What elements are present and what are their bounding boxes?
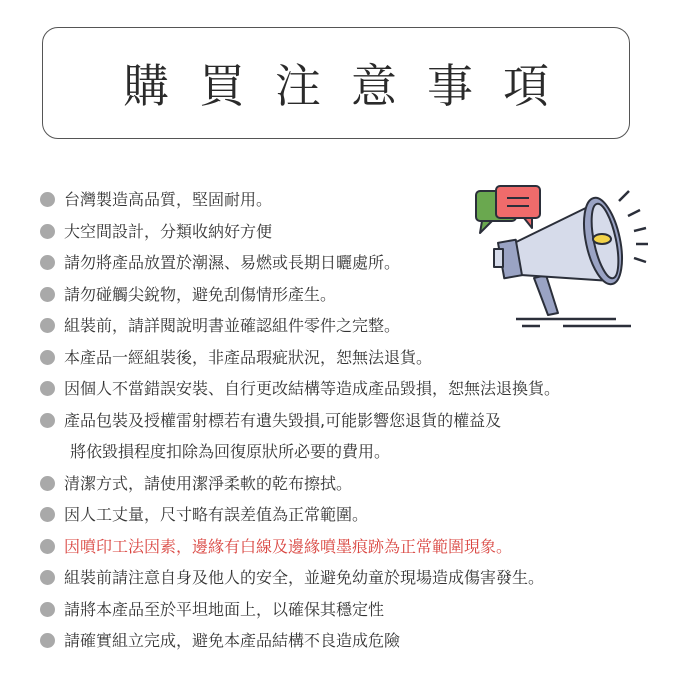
bullet-icon bbox=[40, 507, 55, 522]
note-item bbox=[36, 218, 676, 250]
bullet-icon bbox=[40, 413, 55, 428]
note-text: 因噴印工法因素，邊緣有白線及邊緣噴墨痕跡為正常範圍現象。 bbox=[64, 536, 513, 556]
note-item bbox=[36, 249, 676, 281]
note-text: 大空間設計，分類收納好方便 bbox=[64, 221, 273, 241]
bullet-icon bbox=[40, 539, 55, 554]
note-item bbox=[36, 186, 676, 218]
bullet-icon bbox=[40, 633, 55, 648]
note-text: 將依毀損程度扣除為回復原狀所必要的費用。 bbox=[70, 442, 391, 461]
note-item bbox=[36, 596, 676, 628]
note-text: 組裝前，請詳閱說明書並確認組件零件之完整。 bbox=[64, 316, 401, 335]
note-text: 清潔方式，請使用潔淨柔軟的乾布擦拭。 bbox=[64, 473, 353, 493]
bullet-icon bbox=[40, 255, 55, 270]
note-text: 請將本產品至於平坦地面上，以確保其穩定性 bbox=[64, 599, 385, 619]
bullet-icon bbox=[40, 350, 55, 365]
bullet-icon bbox=[40, 570, 55, 585]
title-box bbox=[42, 27, 630, 139]
note-text: 請勿碰觸尖銳物，避免刮傷情形產生。 bbox=[64, 284, 337, 304]
bullet-icon bbox=[40, 318, 55, 333]
page-title: 購買注意事項 bbox=[123, 59, 579, 113]
bullet-icon bbox=[40, 224, 55, 239]
note-item bbox=[36, 564, 676, 596]
bullet-icon bbox=[40, 381, 55, 396]
purchase-notes-list bbox=[36, 186, 676, 659]
note-item-continuation bbox=[36, 438, 676, 470]
note-item bbox=[36, 501, 676, 533]
note-text: 本產品一經組裝後，非產品瑕疵狀況，恕無法退貨。 bbox=[64, 347, 433, 367]
bullet-icon bbox=[40, 287, 55, 302]
note-item bbox=[36, 533, 676, 565]
note-text: 台灣製造高品質，堅固耐用。 bbox=[64, 190, 273, 209]
note-item bbox=[36, 281, 676, 313]
note-item bbox=[36, 375, 676, 407]
note-text: 因個人不當錯誤安裝、自行更改結構等造成產品毀損，恕無法退換貨。 bbox=[64, 379, 561, 398]
note-text: 組裝前請注意自身及他人的安全，並避免幼童於現場造成傷害發生。 bbox=[64, 568, 545, 587]
note-item bbox=[36, 627, 676, 659]
note-item bbox=[36, 470, 676, 502]
note-text: 產品包裝及授權雷射標若有遺失毀損,可能影響您退貨的權益及 bbox=[64, 410, 502, 430]
bullet-icon bbox=[40, 192, 55, 207]
note-text: 因人工丈量，尺寸略有誤差值為正常範圍。 bbox=[64, 505, 369, 524]
note-text: 請勿將產品放置於潮濕、易燃或長期日曬處所。 bbox=[64, 253, 401, 272]
bullet-icon bbox=[40, 602, 55, 617]
note-item bbox=[36, 312, 676, 344]
note-item bbox=[36, 344, 676, 376]
bullet-icon bbox=[40, 476, 55, 491]
note-item bbox=[36, 407, 676, 439]
note-text: 請確實組立完成，避免本產品結構不良造成危險 bbox=[64, 631, 401, 650]
